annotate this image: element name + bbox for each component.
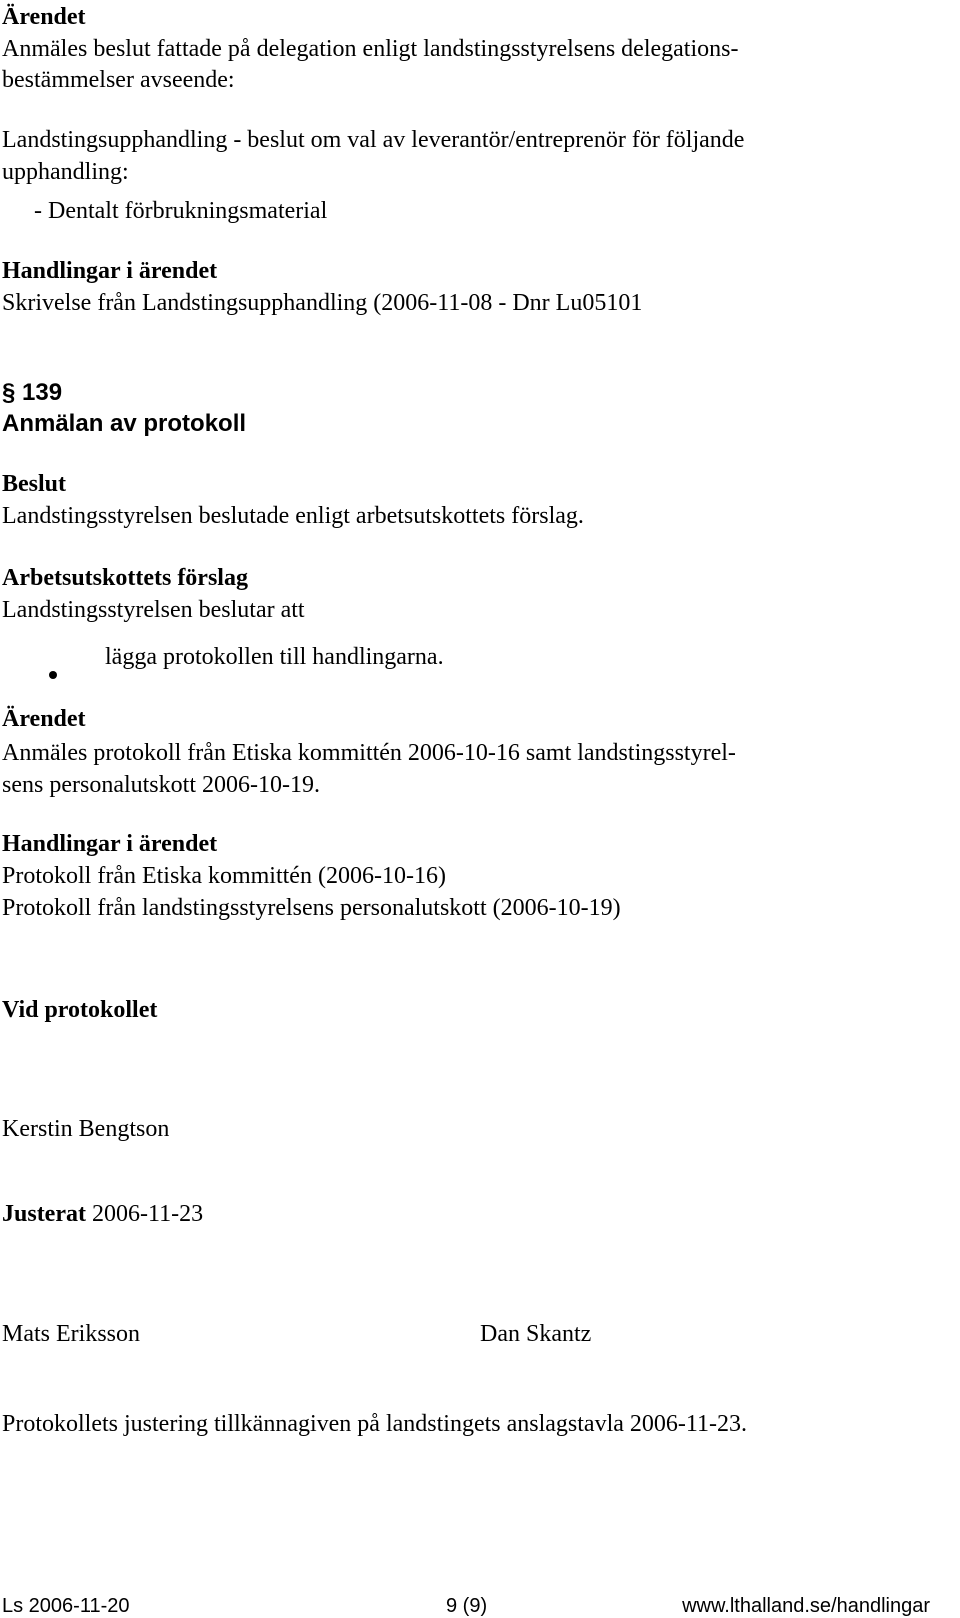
footer-url: www.lthalland.se/handlingar: [682, 1595, 930, 1617]
arendet-text-line: sens personalutskott 2006-10-19.: [2, 772, 320, 798]
footer-date: Ls 2006-11-20: [2, 1595, 130, 1617]
arendet-heading: Ärendet: [2, 4, 86, 30]
signer-right: Dan Skantz: [480, 1321, 592, 1347]
arendet-text-line: bestämmelser avseende:: [2, 67, 235, 93]
handlingar-text: Skrivelse från Landstingsupphandling (2006-11-08 - Dnr Lu05101: [2, 290, 643, 316]
bullet-list-item: lägga protokollen till handlingarna.: [105, 644, 444, 670]
paragraph-number: § 139: [2, 379, 63, 406]
footer-page-number: 9 (9): [446, 1595, 488, 1617]
dash-list-item: - Dentalt förbrukningsmaterial: [34, 198, 328, 224]
forslag-heading: Arbetsutskottets förslag: [2, 565, 248, 591]
vid-protokollet-heading: Vid protokollet: [2, 997, 158, 1023]
handlingar-heading: Handlingar i ärendet: [2, 831, 218, 857]
arendet-heading: Ärendet: [2, 706, 86, 732]
beslut-text: Landstingsstyrelsen beslutade enligt arbetsutskottets förslag.: [2, 503, 584, 529]
secretary-name: Kerstin Bengtson: [2, 1116, 170, 1142]
justerat-date: 2006-11-23: [91, 1201, 204, 1227]
arendet-text-line: Anmäles protokoll från Etiska kommittén 2006-10-16 samt landstingsstyrel-: [2, 740, 736, 766]
handlingar-text-line: Protokoll från Etiska kommittén (2006-10-16): [2, 863, 446, 889]
upphandling-text-line: upphandling:: [2, 159, 129, 185]
paragraph-title: Anmälan av protokoll: [2, 410, 247, 437]
bullet-icon: [49, 671, 57, 679]
arendet-text-line: Anmäles beslut fattade på delegation enligt landstingsstyrelsens delegations-: [2, 36, 739, 62]
forslag-text: Landstingsstyrelsen beslutar att: [2, 597, 305, 623]
justerat-line: [2, 1197, 203, 1231]
handlingar-text-line: Protokoll från landstingsstyrelsens personalutskott (2006-10-19): [2, 895, 621, 921]
signer-left: Mats Eriksson: [2, 1321, 140, 1347]
justering-notice: Protokollets justering tillkännagiven på landstingets anslagstavla 2006-11-23.: [2, 1411, 747, 1437]
handlingar-heading: Handlingar i ärendet: [2, 258, 218, 284]
justerat-label: Justerat: [2, 1201, 86, 1227]
beslut-heading: Beslut: [2, 471, 67, 497]
upphandling-text-line: Landstingsupphandling - beslut om val av leverantör/entreprenör för följande: [2, 127, 745, 153]
